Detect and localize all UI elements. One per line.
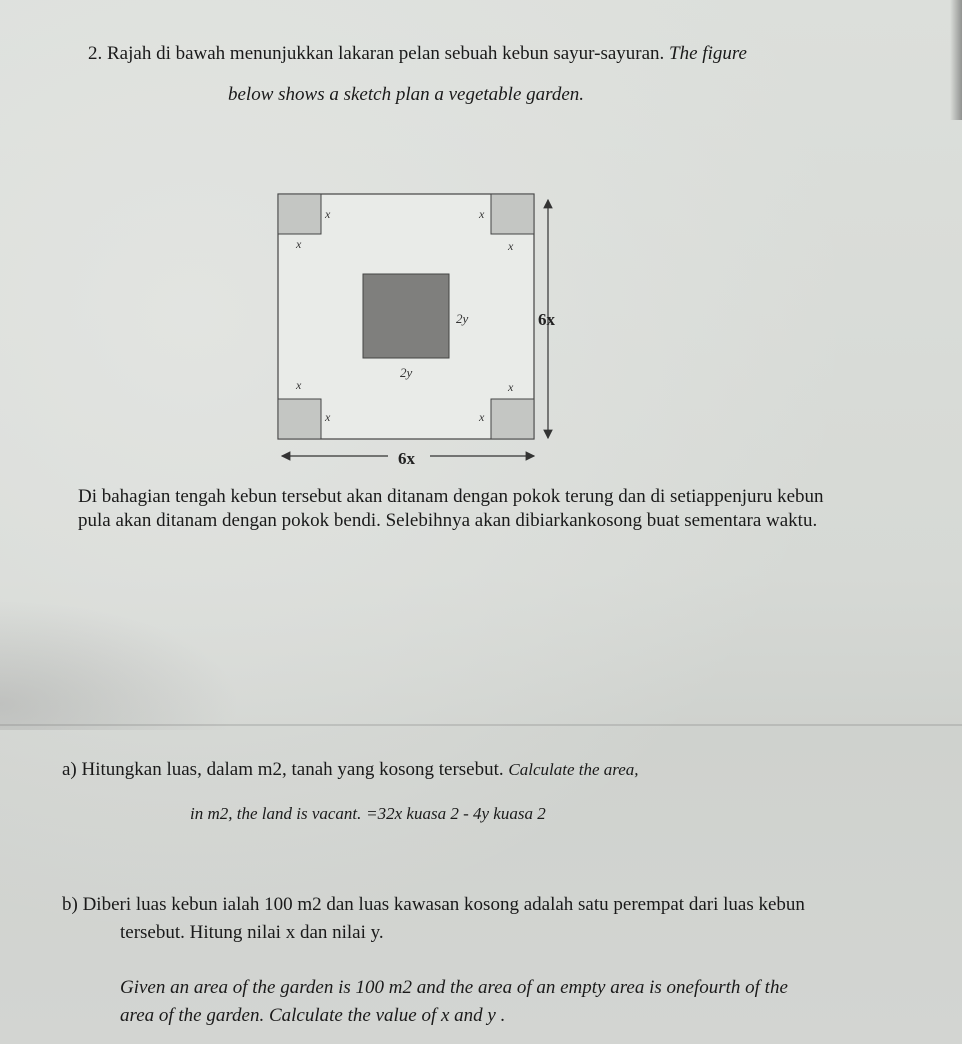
shadow (0, 600, 240, 730)
question-en: The figure (669, 43, 747, 64)
question-line-1 (88, 42, 747, 66)
part-a-answer: =32x kuasa 2 - 4y kuasa 2 (366, 804, 546, 823)
label-x-br-top: x (508, 380, 514, 394)
label-6x-vertical: 6x (538, 310, 555, 329)
label-x-tl-right: x (325, 207, 331, 221)
center-square (363, 274, 449, 358)
part-b-line-4: area of the garden. Calculate the value of x and y . (120, 1005, 506, 1026)
page-edge-shadow (950, 0, 962, 120)
label-x-br-left: x (479, 410, 485, 424)
description-line-1: Di bahagian tengah kebun tersebut akan ditanam dengan pokok terung dan di setiappenjuru kebun (78, 486, 824, 507)
description-line-2: pula akan ditanam dengan pokok bendi. Selebihnya akan dibiarkankosong buat sementara waktu. (78, 510, 818, 531)
label-x-tr-bottom: x (508, 239, 514, 253)
label-6x-horizontal: 6x (398, 449, 415, 468)
corner-square-top-left (278, 194, 321, 234)
label-x-bl-right: x (325, 410, 331, 424)
part-a-en: Calculate the area, (508, 760, 639, 779)
label-x-bl-top: x (296, 378, 302, 392)
label-2y-bottom: 2y (400, 365, 413, 380)
part-b-line-1: b) Diberi luas kebun ialah 100 m2 dan luas kawasan kosong adalah satu perempat dari luas kebun (62, 894, 805, 915)
question-bm: 2. Rajah di bawah menunjukkan lakaran pelan sebuah kebun sayur-sayuran. (88, 43, 665, 64)
part-a-line-2 (190, 802, 546, 826)
part-a-bm: a) Hitungkan luas, dalam m2, tanah yang kosong tersebut. (62, 759, 504, 780)
label-x-tl-bottom: x (296, 237, 302, 251)
corner-square-top-right (491, 194, 534, 234)
paper-fold (0, 724, 962, 726)
corner-square-bottom-left (278, 399, 321, 439)
part-a-line-1 (62, 758, 639, 782)
part-a-en-2: in m2, the land is vacant. (190, 804, 362, 823)
part-b-line-2: tersebut. Hitung nilai x dan nilai y. (120, 922, 384, 943)
corner-square-bottom-right (491, 399, 534, 439)
question-line-2: below shows a sketch plan a vegetable garden. (228, 84, 585, 105)
label-x-tr-left: x (479, 207, 485, 221)
label-2y-side: 2y (456, 311, 469, 326)
garden-diagram (270, 188, 580, 473)
part-b-line-3: Given an area of the garden is 100 m2 and the area of an empty area is onefourth of the (120, 977, 788, 998)
garden-plan-svg (270, 188, 580, 473)
